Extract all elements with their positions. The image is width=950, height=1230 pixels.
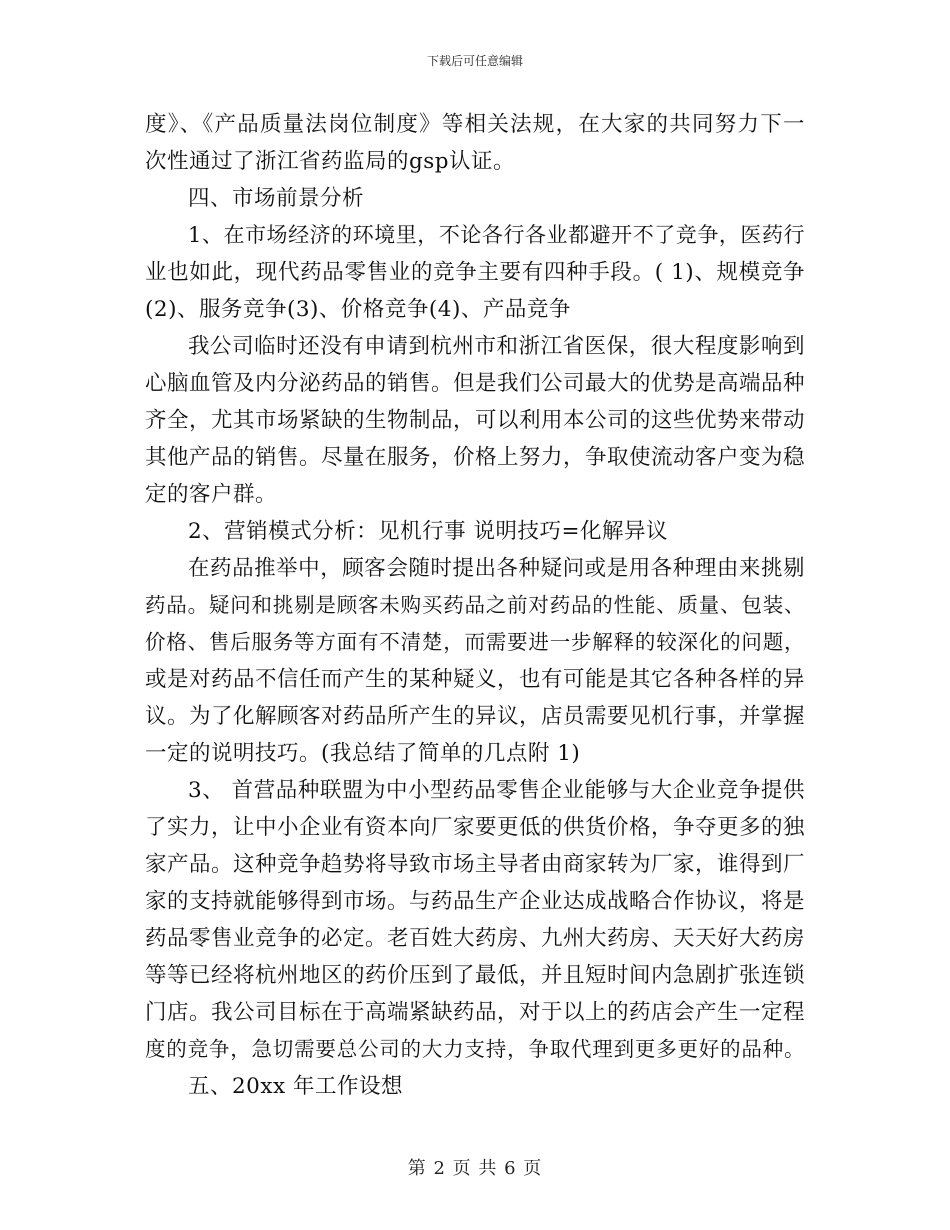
text-line: 业也如此，现代药品零售业的竞争主要有四种手段。( 1)、规模竞争 — [145, 260, 805, 285]
text-line: 药品。疑问和挑剔是顾客未购买药品之前对药品的性能、质量、包装、 — [145, 593, 805, 617]
text-line: 度》、《产品质量法岗位制度》等相关法规，在大家的共同努力下一 — [145, 112, 805, 137]
text-line: 在药品推举中，顾客会随时提出各种疑问或是用各种理由来挑剔 — [188, 556, 805, 581]
document-body — [145, 106, 805, 1105]
text-line: 我公司临时还没有申请到杭州市和浙江省医保，很大程度影响到 — [188, 334, 805, 359]
text-line: (2)、服务竞争(3)、价格竞争(4)、产品竞争 — [145, 297, 571, 322]
text-line: 齐全，尤其市场紧缺的生物制品，可以利用本公司的这些优势来带动 — [145, 408, 806, 433]
text-line: 1、在市场经济的环境里，不论各行各业都避开不了竞争，医药行 — [188, 223, 805, 247]
text-line: 家的支持就能够得到市场。与药品生产企业达成战略合作协议，将是 — [145, 889, 806, 914]
text-line: 其他产品的销售。尽量在服务，价格上努力，争取使流动客户变为稳 — [145, 445, 806, 470]
text-line: 五、20xx 年工作设想 — [188, 1074, 403, 1099]
text-line: 价格、售后服务等方面有不清楚，而需要进一步解释的较深化的问题， — [145, 630, 805, 654]
page-header: 下载后可任意编辑 — [426, 54, 523, 68]
text-line: 药品零售业竞争的必定。老百姓大药房、九州大药房、天天好大药房 — [145, 926, 806, 951]
text-line: 了实力，让中小企业有资本向厂家要更低的供货价格，争夺更多的独 — [145, 815, 806, 840]
text-line: 定的客户群。 — [145, 482, 278, 507]
text-line: 3、 首营品种联盟为中小型药品零售企业能够与大企业竞争提供 — [188, 778, 805, 803]
text-line: 度的竞争，急切需要总公司的大力支持，争取代理到更多更好的品种。 — [145, 1037, 805, 1061]
text-line: 次性通过了浙江省药监局的gsp认证。 — [145, 149, 516, 174]
text-line: 2、营销模式分析：见机行事 说明技巧=化解异议 — [188, 519, 669, 544]
text-line: 四、市场前景分析 — [188, 186, 365, 211]
text-line: 一定的说明技巧。(我总结了简单的几点附 1) — [145, 741, 581, 766]
text-line: 议。为了化解顾客对药品所产生的异议，店员需要见机行事，并掌握 — [145, 704, 806, 729]
text-line: 心脑血管及内分泌药品的销售。但是我们公司最大的优势是高端品种 — [145, 371, 806, 396]
text-line: 或是对药品不信任而产生的某种疑义，也有可能是其它各种各样的异 — [145, 667, 806, 692]
text-line: 等等已经将杭州地区的药价压到了最低，并且短时间内急剧扩张连锁 — [145, 963, 806, 988]
page-number-footer: 第 2 页 共 6 页 — [407, 1158, 543, 1179]
text-line: 门店。我公司目标在于高端紧缺药品，对于以上的药店会产生一定程 — [145, 1000, 806, 1025]
text-line: 家产品。这种竞争趋势将导致市场主导者由商家转为厂家，谁得到厂 — [145, 852, 806, 877]
